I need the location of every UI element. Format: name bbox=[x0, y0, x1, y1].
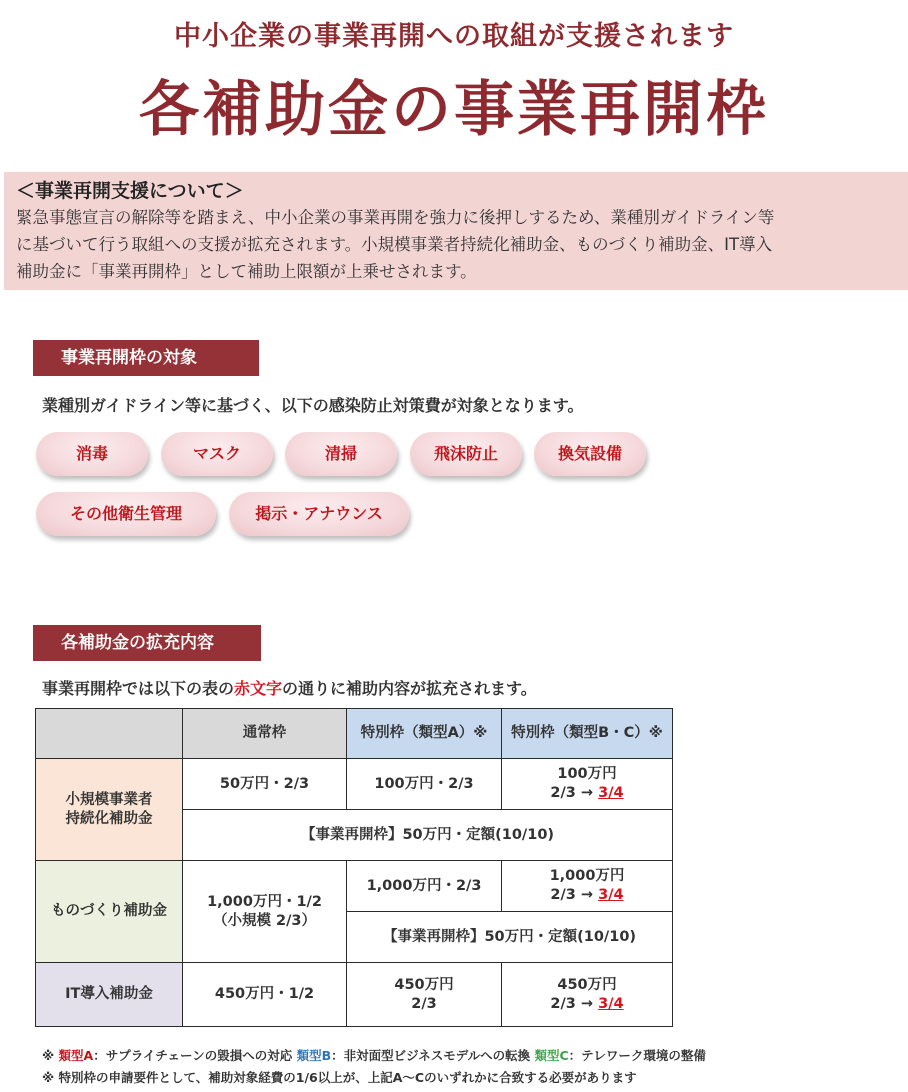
row-header-small-business bbox=[36, 759, 183, 861]
header-empty-cell bbox=[36, 709, 183, 759]
expansion-lead-red: 赤文字 bbox=[234, 679, 283, 698]
rate-new: 3/4 bbox=[598, 785, 624, 801]
cell-amount: 100万円 bbox=[557, 766, 617, 782]
intro-heading: ＜事業再開支援について＞ bbox=[16, 180, 244, 202]
table-row bbox=[36, 759, 673, 810]
section-label-target: 事業再開枠の対象 bbox=[33, 340, 259, 376]
cell-it-normal: 450万円・1/2 bbox=[183, 963, 347, 1027]
cell-it-type-bc bbox=[502, 963, 673, 1027]
row-name-line: 持続化補助金 bbox=[65, 810, 153, 827]
section-label-expansion: 各補助金の拡充内容 bbox=[33, 625, 261, 661]
type-a-label: 類型A bbox=[58, 1048, 94, 1063]
expansion-lead-pre: 事業再開枠では以下の表の bbox=[42, 679, 235, 698]
cell-line: 1,000万円・1/2 bbox=[207, 893, 322, 910]
cell-amount: 1,000万円 bbox=[549, 868, 625, 884]
cell-rate bbox=[502, 995, 672, 1014]
header-type-bc: 特別枠（類型B・C）※ bbox=[502, 709, 673, 759]
intro-line: 緊急事態宣言の解除等を踏まえ、中小企業の事業再開を強力に後押しするため、業種別ガイドライン等 bbox=[16, 208, 775, 227]
intro-line: 補助金に「事業再開枠」として補助上限額が上乗せされます。 bbox=[16, 262, 477, 281]
intro-box bbox=[4, 172, 908, 290]
cell-monozukuri-type-a: 1,000万円・2/3 bbox=[347, 861, 502, 912]
cell-line: （小規模 2/3） bbox=[212, 912, 317, 929]
rate-new: 3/4 bbox=[598, 995, 624, 1012]
intro-line: に基づいて行う取組への支援が拡充されます。小規模事業者持続化補助金、ものづくり補助金、IT導入 bbox=[16, 235, 773, 254]
cell-monozukuri-type-bc bbox=[502, 861, 673, 912]
row-header-it: IT導入補助金 bbox=[36, 963, 183, 1027]
table-row bbox=[36, 861, 673, 912]
cell-monozukuri-normal bbox=[183, 861, 347, 963]
page-title: 各補助金の事業再開枠 bbox=[139, 75, 769, 145]
rate-new: 3/4 bbox=[598, 887, 624, 903]
subsidy-table bbox=[35, 708, 673, 1027]
type-c-text: ：テレワーク環境の整備 bbox=[568, 1048, 706, 1063]
rate-old: 2/3 → bbox=[550, 995, 594, 1012]
cell-amount: 450万円 bbox=[394, 976, 454, 993]
cell-small-type-bc bbox=[502, 759, 673, 810]
cell-small-restart-frame: 【事業再開枠】50万円・定額(10/10) bbox=[183, 810, 673, 861]
footnote-types bbox=[42, 1046, 706, 1064]
target-item-droplet-prevention: 飛沫防止 bbox=[410, 432, 522, 476]
rate-old: 2/3 → bbox=[550, 887, 594, 903]
footnote-mark: ※ bbox=[42, 1048, 55, 1063]
target-item-signage: 掲示・アナウンス bbox=[229, 492, 409, 536]
target-item-ventilation: 換気設備 bbox=[534, 432, 646, 476]
page-subtitle: 中小企業の事業再開への取組が支援されます bbox=[174, 21, 734, 52]
cell-rate bbox=[502, 784, 672, 803]
row-header-monozukuri: ものづくり補助金 bbox=[36, 861, 183, 963]
type-b-text: ：非対面型ビジネスモデルへの転換 bbox=[331, 1048, 531, 1063]
type-c-label: 類型C bbox=[534, 1048, 569, 1063]
cell-it-type-a bbox=[347, 963, 502, 1027]
cell-small-normal: 50万円・2/3 bbox=[183, 759, 347, 810]
cell-amount: 450万円 bbox=[557, 976, 617, 993]
target-item-mask: マスク bbox=[161, 432, 273, 476]
expansion-lead-post: の通りに補助内容が拡充されます。 bbox=[282, 679, 537, 698]
target-lead: 業種別ガイドライン等に基づく、以下の感染防止対策費が対象となります。 bbox=[42, 396, 584, 415]
target-item-disinfection: 消毒 bbox=[36, 432, 148, 476]
target-item-other-hygiene: その他衛生管理 bbox=[36, 492, 216, 536]
cell-monozukuri-restart-frame: 【事業再開枠】50万円・定額(10/10) bbox=[347, 912, 673, 963]
header-normal: 通常枠 bbox=[183, 709, 347, 759]
type-b-label: 類型B bbox=[296, 1048, 332, 1063]
header-type-a: 特別枠（類型A）※ bbox=[347, 709, 502, 759]
cell-rate bbox=[502, 886, 672, 905]
table-row bbox=[36, 963, 673, 1027]
cell-small-type-a: 100万円・2/3 bbox=[347, 759, 502, 810]
table-header-row bbox=[36, 709, 673, 759]
target-item-cleaning: 清掃 bbox=[285, 432, 397, 476]
cell-rate: 2/3 bbox=[411, 995, 437, 1012]
row-name-line: 小規模事業者 bbox=[65, 791, 153, 808]
type-a-text: ：サプライチェーンの毀損への対応 bbox=[93, 1048, 293, 1063]
rate-old: 2/3 → bbox=[550, 785, 594, 801]
footnote-requirement: ※ 特別枠の申請要件として、補助対象経費の1/6以上が、上記A～Cのいずれかに合致する必要があります bbox=[42, 1070, 637, 1085]
expansion-lead bbox=[42, 676, 537, 699]
